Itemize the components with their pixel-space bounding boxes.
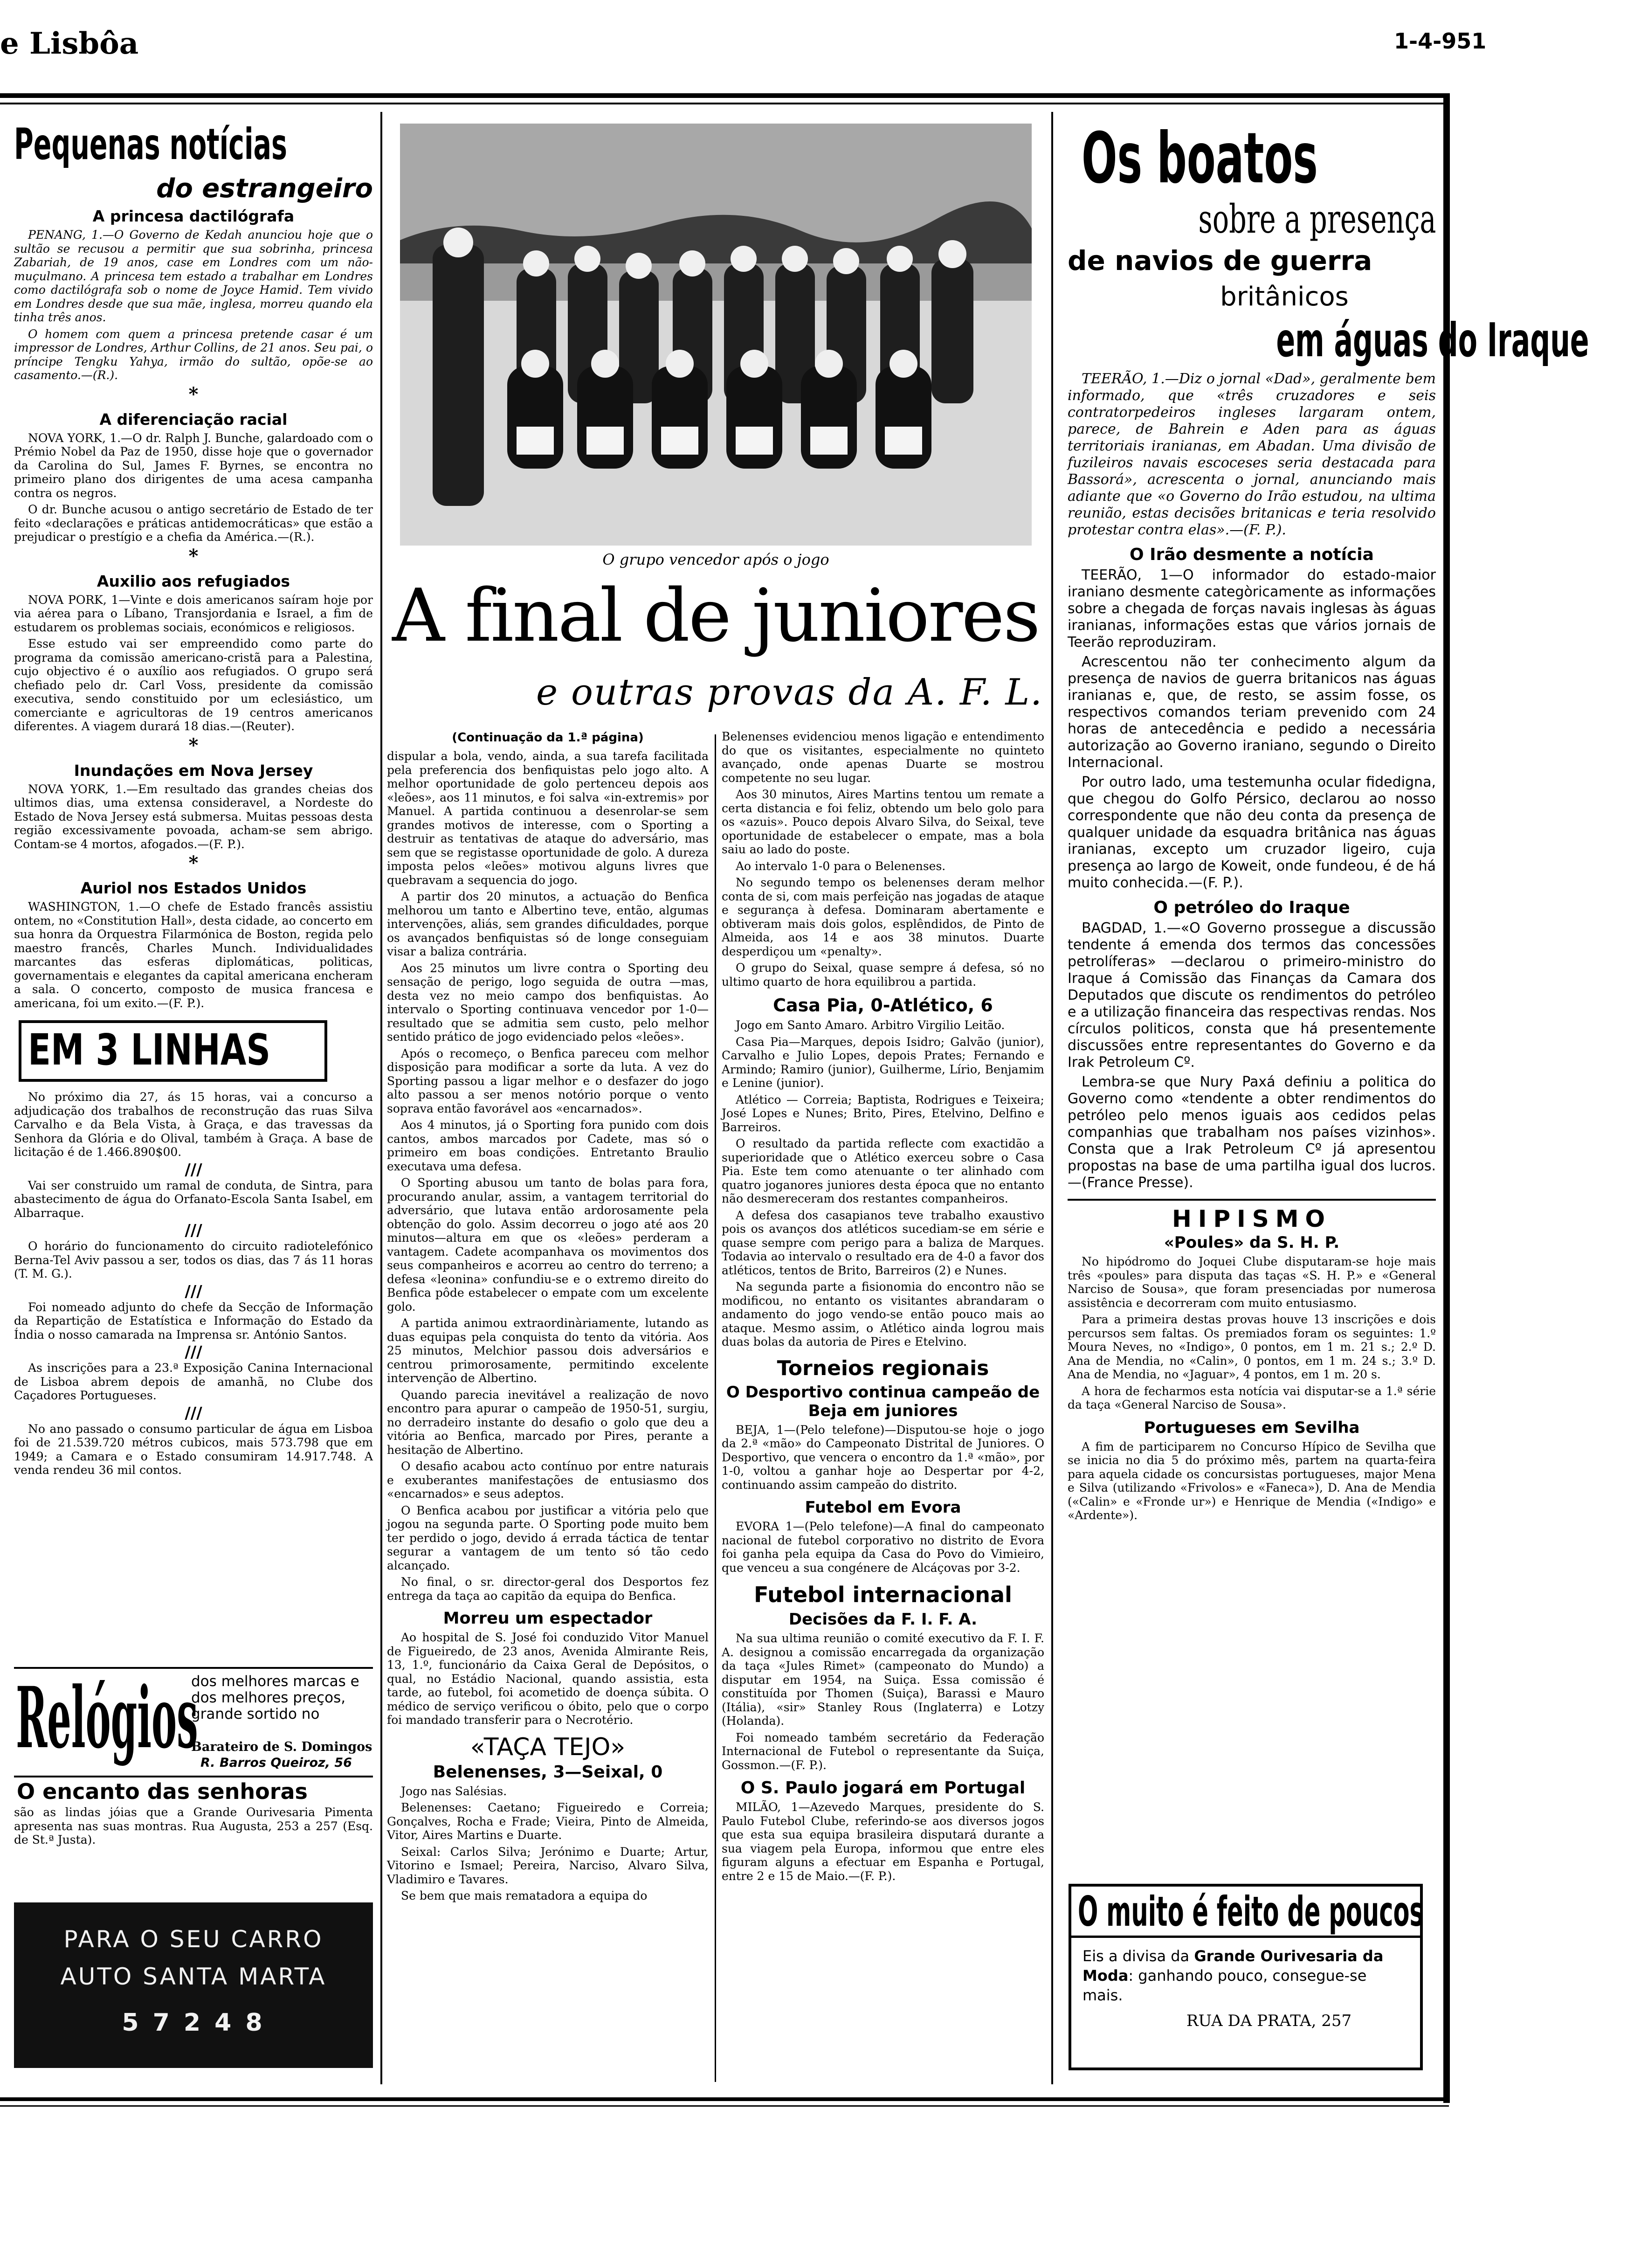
match-para: O Sporting abusou um tanto de bolas para fora, procurando anular, assim, a vantagem territorial do adversário, que lutava então ardorosamente pela obtenção do golo. Assim decorreu o jogo até aos 20 minutos—altura em que os «leões» perderam a vantagem. Cadete acompanhava os movimentos dos seus companheiros e acorreu ao centro do terreno; a defesa «leonina» confundiu-se e o extremo direito do Benfica pôde estabelecer o empate com um excelente golo.: [387, 1176, 709, 1314]
spaulo-title: O S. Paulo jogará em Portugal: [740, 1778, 1026, 1798]
item-title-inundacoes: Inundações em Nova Jersey: [74, 761, 313, 780]
boatos-lead: TEERÃO, 1.—Diz o jornal «Dad», geralmente bem informado, que «três cruzadores e seis contratorpedeiros ingleses largaram ontem, parece, de Bahrein e Aden para as águas territoriais iranianas, em Abadan. Uma divisão de fuzileiros navais escoceses seria destacada para Bassorá», acrescenta o jornal, anunciando mais adiante que «o Governo do Irão estudou, na ultima reunião, estas decisões britanicas e teria resolvido protestar contra elas».—(F. P.).: [1068, 371, 1436, 538]
evora-text: EVORA 1—(Pelo telefone)—A final do campeonato nacional de futebol corporativo no distrito de Evora foi ganha pela equipa da Casa do Povo do Vimieiro, que venceu a sua congénere de Alcáçovas por 3-2.: [722, 1520, 1044, 1575]
belenenses-para: Aos 30 minutos, Aires Martins tentou um remate a certa distancia e foi feliz, obtendo um belo golo para os «azuis». Pouco depois Alvaro Silva, do Seixal, teve oportunidade de estabelecer o empate, mas a bola saiu ao lado do poste.: [722, 788, 1044, 856]
separator-star: *: [188, 383, 199, 405]
main-subtitle: e outras provas da A. F. L.: [536, 671, 1043, 713]
item-para: O homem com quem a princesa pretende casar é um impressor de Londres, Arthur Collins, de 21 anos. Seu pai, o príncipe Tengku Yahya, irmão do sultão, opõe-se ao casamento.—(R.).: [14, 327, 373, 382]
boatos-title: Os boatos: [1082, 118, 1318, 199]
intl-title: Futebol internacional: [754, 1582, 1012, 1607]
item-para: O dr. Bunche acusou o antigo secretário de Estado de ter feito «declarações e práticas antidemocráticas» que estão a prejudicar o prestígio e a chefia da América.—(R.).: [14, 503, 373, 544]
sevilha-text: A fim de participarem no Concurso Hípico de Sevilha que se inicia no dia 5 do próximo mês, partem na quarta-feira para aquela cidade os concursistas portugueses, major Mena e Silva (utilizando «Frivolos» e «Faneca»), D. Ana de Mendia («Calin» e «Fronde ur») e Henrique de Mendia («Indigo» e «Ardente»).: [1068, 1439, 1436, 1522]
top-rule: [0, 93, 1449, 98]
boatos-t5-wrap: [1068, 313, 1589, 367]
casapia-para: Na segunda parte a fisionomia do encontro não se modificou, no entanto os visitantes abrandaram o andamento do jogo vendo-se então pouco mais ao ataque. Mesmo assim, o Atlético ainda logrou mais duas bolas da autoria de Pires e Etelvino.: [722, 1280, 1044, 1348]
pequenas-heading: [14, 121, 373, 173]
bottom-rule: [0, 2097, 1449, 2101]
irao-para: TEERÃO, 1—O informador do estado-maior iraniano desmente categòricamente as informações sobre a chegada de forças navais inglesas às águas iranianas, informações estas que vários jornais de Teerão reproduziram.: [1068, 567, 1436, 650]
morreu-title: Morreu um espectador: [443, 1609, 653, 1628]
hipismo-sub: «Poules» da S. H. P.: [1164, 1233, 1340, 1252]
sevilha-title: Portugueses em Sevilha: [1144, 1418, 1360, 1437]
em3-para: No próximo dia 27, ás 15 horas, vai a concurso a adjudicação dos trabalhos de reconstrução das ruas Silva Carvalho e da Bela Vista, à Graça, e das travessas da Senhora da Glória e do Olival, também à Graça. A base de licitação é de 1.466.890$00.: [14, 1090, 373, 1159]
boatos-t1-wrap: [1068, 119, 1436, 198]
taca-line: Se bem que mais rematadora a equipa do: [401, 1889, 648, 1902]
match-para: dispular a bola, vendo, ainda, a sua tarefa facilitada pela preferencia dos benfiquistas pelo jogo alto. A melhor oportunidade de golo pertenceu depois aos «leões», aos 11 minutos, e foi salva «in-extremis» por Manuel. A partida continuou a desenrolar-se sem grandes motivos de interesse, com o Sporting a destruir as tentativas de ataque do adversário, mas sem que se registasse oportunidade de golo. A dureza imposta pelos «leões» motivou alguns livres que quebravam a sequencia do jogo.: [387, 749, 709, 887]
em3linhas-heading-box: [19, 1020, 327, 1082]
ad-relogios-word-text: Relógios: [16, 1669, 198, 1767]
center-column-a: [387, 730, 709, 2091]
team-photo: [400, 124, 1032, 546]
main-headline: [380, 571, 1051, 664]
boatos-sub2: de navios de guerra: [1068, 245, 1372, 277]
boatos-t2-wrap: [1068, 198, 1436, 240]
casapia-para: A defesa dos casapianos teve trabalho exaustivo pois os avanços dos atléticos sucediam-se em série e quase sempre com perigo para a baliza de Marques. Todavia ao intervalo o resultado era de 4-0 a favor dos atléticos, tentos de Brito, Barreiros (2) e Nunes.: [722, 1208, 1044, 1277]
taca-title: «TAÇA TEJO»: [470, 1733, 626, 1761]
irao-title: O Irão desmente a notícia: [1130, 545, 1374, 564]
masthead: [0, 0, 1641, 107]
ad-relogios-addr: R. Barros Queiroz, 56: [200, 1756, 352, 1770]
separator-star: *: [188, 545, 199, 567]
ad-encanto: [14, 1776, 373, 1902]
em3-para: No ano passado o consumo particular de água em Lisboa foi de 21.539.720 métros cubicos, mais 573.798 que em 1949; a Camara e o Estado consumiram 14.917.748. A venda rendeu 36 mil contos.: [14, 1422, 373, 1477]
item-title-auriol: Auriol nos Estados Unidos: [80, 879, 307, 897]
boatos-sub3: britânicos: [1220, 282, 1349, 312]
item-title-princesa: A princesa dactilógrafa: [92, 207, 295, 225]
ad-ourivesaria-addr: RUA DA PRATA, 257: [1186, 2012, 1352, 2030]
ad-encanto-text: são as lindas jóias que a Grande Ourivesaria Pimenta apresenta nas suas montras. Rua Augusta, 253 a 257 (Esq. de St.ª Justa).: [14, 1805, 373, 1846]
petroleo-title: O petróleo do Iraque: [1153, 898, 1350, 917]
intl-para: Na sua ultima reunião o comité executivo da F. I. F. A. designou a comissão encarregada da organização da taça «Jules Rimet» (campeonato do Mundo) a disputar em 1954, na Suiça. Essa comissão é constituída por Thomen (Suiça), Barassi e Mauro (Itália), «sir» Stanley Rous (Inglaterra) e Lotzy (Holanda).: [722, 1632, 1044, 1728]
casapia-para: Jogo em Santo Amaro. Arbitro Virgilio Leitão.: [736, 1018, 1005, 1032]
ad-ourivesaria-title: O muito é feito de poucos: [1078, 1888, 1424, 1936]
match-para: Quando parecia inevitável a realização de novo encontro para apurar o campeão de 1950-51, surgiu, no derradeiro instante do desafio o golo que deu a vitória ao Benfica, marcado por Pires, perante a hesitação de Albertino.: [387, 1388, 709, 1457]
em3-para: O horário do funcionamento do circuito radiotelefónico Berna-Tel Aviv passou a ser, todos os dias, das 7 ás 11 horas (T. M. G.).: [14, 1239, 373, 1280]
petroleo-para: BAGDAD, 1.—«O Governo prossegue a discussão tendente á emenda dos termos das concessões petrolíferas» —declarou o primeiro-ministro do Iraque á Comissão das Finanças da Camara dos Deputados que discute os rendimentos do petróleo e a utilização financeira das respectivas rendas. Nos círculos politicos, consta que há presentemente discussões entre representantes do Governo e da Irak Petroleum Cº.: [1068, 920, 1436, 1071]
ad-relogios-shop: Barateiro de S. Domingos: [191, 1740, 372, 1754]
petroleo-para: Lembra-se que Nury Paxá definiu a politica do Governo como «tendente a obter rendimentos do petróleo pelo menos iguais aos cedidos pelas companhias que trabalham nos países vizinhos». Consta que a Irak Petroleum Cº já apresentou propostas na base de uma partilha igual dos lucros.—(France Presse).: [1068, 1074, 1436, 1191]
team-photo-svg: [400, 124, 1032, 546]
boatos-sub1: sobre a presença: [1198, 196, 1436, 242]
separator-slashes: ///: [185, 1404, 202, 1423]
intl-sub: Decisões da F. I. F. A.: [788, 1610, 978, 1629]
ad-relogios-word: [16, 1669, 198, 1770]
em3linhas-heading: EM 3 LINHAS: [28, 1025, 271, 1075]
hipismo-para: Para a primeira destas provas houve 13 inscrições e dois percursos sem faltas. Os premiados foram os seguintes: 1.º Moura Neves, no «Indigo», 0 pontos, em 1 m. 21 s.; 2.º D. Ana de Mendia, no «Calin», 0 pontos, em 1 m. 24 s.; 3.º D. Ana de Mendia, no «Jaguar», 4 pontos, em 1 m. 20 s.: [1068, 1313, 1436, 1381]
right-border: [1443, 93, 1450, 2103]
match-para: A partida animou extraordinàriamente, lutando as duas equipas pela conquista do tento da vitória. Aos 25 minutos, Melchior passou dois adversários e centrou primorosamente, permitindo excelente intervenção de Albertino.: [387, 1316, 709, 1385]
match-para: Aos 4 minutos, já o Sporting fora punido com dois cantos, ambos marcados por Cadete, mas só o primeiro em boas condições. Entretanto Braulio executava uma defesa.: [387, 1118, 709, 1173]
ad-encanto-title: O encanto das senhoras: [17, 1779, 308, 1804]
continuacao-label: (Continuação da 1.ª página): [452, 731, 644, 745]
masthead-date: 1-4-951: [1394, 28, 1487, 54]
separator-star: *: [188, 734, 199, 756]
evora-title: Futebol em Evora: [805, 1498, 961, 1517]
torneios-para: BEJA, 1—(Pelo telefone)—Disputou-se hoje o jogo da 2.ª «mão» do Campeonato Distrital de Juniores. O Desportivo, que vencera o encontro da 1.ª «mão», por 1-0, voltou a ganhar hoje ao Despertar por 4-2, continuando assim campeão do distrito.: [722, 1423, 1044, 1492]
belenenses-para: No segundo tempo os belenenses deram melhor conta de si, com mais perfeição nas jogadas de ataque e segurança à defesa. Dominaram abertamente e obtiveram mais dois golos, esplêndidos, de Pinto de Almeida, aos 14 e aos 38 minutos. Duarte desperdiçou um «penalty».: [722, 876, 1044, 958]
boatos-sub4: em águas do Iraque: [1276, 313, 1589, 367]
photo-caption: O grupo vencedor após o jogo: [602, 551, 829, 568]
hipismo-para: A hora de fecharmos esta notícia vai disputar-se a 1.ª série da taça «General Narciso de Sousa».: [1068, 1384, 1436, 1411]
ad-text-1: Eis a divisa da: [1083, 1947, 1194, 1965]
belenenses-para: Ao intervalo 1-0 para o Belenenses.: [736, 859, 946, 873]
masthead-title: e Lisbôa: [0, 26, 139, 61]
match-para: A partir dos 20 minutos, a actuação do Benfica melhorou um tanto e Albertino teve, então, algumas intervenções, aliás, sem grandes dificuldades, porque os avançados benfiquistas só de longe conseguiam visar a baliza contrária.: [387, 890, 709, 958]
separator-star: *: [188, 852, 199, 874]
morreu-text: Ao hospital de S. José foi conduzido Vitor Manuel de Figueiredo, de 23 anos, Avenida Almirante Reis, 13, 1.º, funcionário da Caixa Geral de Depósitos, o qual, no Estádio Nacional, quando assistia, esta tarde, ao futebol, foi acometido de doença súbita. O médico de serviço verificou o óbito, pelo que o corpo foi mandado transferir para o Necrotério.: [387, 1631, 709, 1727]
match-para: Após o recomeço, o Benfica pareceu com melhor disposição para modificar a sorte da luta. A vez do Sporting passou a ligar melhor e o desfazer do jogo alto passou a ser menos notório porque o vento soprava então favorável aos «encarnados».: [387, 1046, 709, 1115]
item-para: PENANG, 1.—O Governo de Kedah anunciou hoje que o sultão se recusou a permitir que sua sobrinha, princesa Zabariah, de 19 anos, case em Londres com um não-muçulmano. A princesa tem estado a trabalhar em Londres como dactilógrafa sob o nome de Joyce Hamid. Tem vivido em Londres desde que sua mãe, inglesa, morreu quando ela tinha três anos.: [14, 228, 373, 324]
item-title-refugiados: Auxilio aos refugiados: [97, 572, 290, 590]
right-column: [1068, 118, 1589, 2077]
ad-ourivesaria-header: [1071, 1887, 1424, 1938]
col-sep-2: [1051, 112, 1053, 2084]
ad-relogios: [14, 1667, 373, 1772]
item-para: NOVA YORK, 1.—O dr. Ralph J. Bunche, galardoado com o Prémio Nobel da Paz de 1950, disse hoje que o governador da Carolina do Sul, James F. Byrnes, se encontra no primeiro plano dos dirigentes de uma acesa campanha contra os negros.: [14, 431, 373, 500]
col-sep-3: [715, 734, 716, 2082]
pequenas-subheading: do estrangeiro: [156, 173, 373, 204]
col-sep-1: [380, 112, 382, 2084]
ad-carro-l1: PARA O SEU CARRO: [63, 1926, 324, 1953]
center-column-b: [722, 730, 1044, 2091]
ad-ourivesaria-text: [1071, 1938, 1420, 2005]
main-headline-text: A final de juniores: [392, 573, 1039, 658]
separator-slashes: ///: [185, 1343, 202, 1362]
ad-relogios-lines: dos melhores marcas e dos melhores preços, grande sortido no: [191, 1673, 359, 1722]
ad-text-bold: Grande Ourivesaria da Moda: [1083, 1947, 1384, 1984]
bottom-rule-thin: [0, 2105, 1449, 2107]
irao-para: Por outro lado, uma testemunha ocular fidedigna, que chegou do Golfo Pérsico, declarou ao nosso correspondente que não deu conta da presença de qualquer unidade da esquadra britânica nas águas iranianas, excepto um cruzador ligeiro, cuja presença ao largo de Koweit, onde fundeou, é de há muito conhecida.—(F. P.).: [1068, 774, 1436, 891]
casapia-para: Casa Pia—Marques, depois Isidro; Galvão (junior), Carvalho e Julio Lopes, depois Prates; Fernando e Armindo; Ramiro (junior), Guilherme, Lírio, Benjamim e Lenine (junior).: [722, 1035, 1044, 1090]
ad-carro-l3: 5 7 2 4 8: [122, 2009, 265, 2037]
ad-carro-l2: AUTO SANTA MARTA: [60, 1963, 327, 1990]
separator-slashes: ///: [185, 1282, 202, 1301]
item-para: Esse estudo vai ser empreendido como parte do programa da comissão americano-cristã para a Palestina, cujo objectivo é o auxílio aos refugiados. O grupo será chefiado pelo dr. Carl Voss, presidente da comissão executiva, sendo constituido por um eclesiástico, um comerciante e agricultoras de 19 centros americanos diferentes. A viagem durará 18 dias.—(Reuter).: [14, 637, 373, 733]
match-para: Aos 25 minutos um livre contra o Sporting deu sensação de perigo, logo seguida de outra —mas, desta vez no meio campo dos benfiquistas. Ao intervalo o Sporting continuava vencedor por 1-0—resultado que se admitia sem custo, pelo melhor sentido prático de jogo evidenciado pelos «leões».: [387, 961, 709, 1044]
item-para: WASHINGTON, 1.—O chefe de Estado francês assistiu ontem, no «Constitution Hall», desta cidade, ao concerto em sua honra da Orquestra Filarmónica de Boston, regida pelo maestro francês, Charles Munch. Individualidades marcantes das esferas diplomáticas, politicas, governamentais e elegantes da capital americana encheram a sala. O concerto, composto de musica francesa e americana, foi um exito.—(F. P.).: [14, 900, 373, 1010]
intl-para: Foi nomeado também secretário da Federação Internacional de Futebol o representante da Suiça, Gossmon.—(F. P.).: [722, 1730, 1044, 1772]
item-para: NOVA YORK, 1.—Em resultado das grandes cheias dos ultimos dias, uma extensa consideravel, a Nordeste do Estado de Nova Jersey está submersa. Muitas pessoas desta região excessivamente povoada, acham-se sem abrigo. Contam-se 4 mortos, afogados.—(F. P.).: [14, 782, 373, 851]
separator-slashes: ///: [185, 1221, 202, 1240]
match-para: O Benfica acabou por justificar a vitória pelo que jogou na segunda parte. O Sporting pode muito bem ter perdido o jogo, devido á errada táctica de tentar segurar a vantagem de um tento só tão cedo alcançado.: [387, 1503, 709, 1572]
match-para: No final, o sr. director-geral dos Desportos fez entrega da taça ao capitão da equipa do Benfica.: [387, 1575, 709, 1603]
match-para: O desafio acabou acto contínuo por entre naturais e exuberantes manifestações de entusiasmo dos «encarnados» e seus adeptos.: [387, 1459, 709, 1500]
torneios-sub: O Desportivo continua campeão de Beja em juniores: [726, 1383, 1040, 1420]
pequenas-title: Pequenas notícias: [14, 119, 287, 169]
taca-line: Jogo nas Salésias.: [401, 1784, 507, 1798]
belenenses-para: O grupo do Seixal, quase sempre á defesa, só no ultimo quarto de hora equilibrou a partida.: [722, 961, 1044, 989]
belenenses-para: Belenenses evidenciou menos ligação e entendimento do que os visitantes, especialmente no quinteto avançado, onde apenas Duarte se mostrou competente no seu lugar.: [722, 730, 1044, 785]
separator-slashes: ///: [185, 1160, 202, 1179]
spaulo-text: MILÃO, 1—Azevedo Marques, presidente do S. Paulo Futebol Clube, referindo-se aos diversos jogos que esta sua equipa brasileira disputará durante a sua viagem pela Europa, informou que entre eles figuram alguns a efectuar em Espanha e Portugal, entre 2 e 15 de Maio.—(F. P.).: [722, 1800, 1044, 1883]
taca-line: Belenenses: Caetano; Figueiredo e Correia; Gonçalves, Rocha e Frade; Vieira, Pinto de Almeida, Vitor, Aires Martins e Duarte.: [387, 1801, 709, 1842]
hipismo-title: HIPISMO: [1172, 1205, 1331, 1232]
item-para: NOVA PORK, 1—Vinte e dois americanos saíram hoje por via aérea para o Líbano, Transjordania e Israel, a fim de estudarem os problemas sociais, económicos e religiosos.: [14, 593, 373, 634]
ad-ourivesaria: [1069, 1884, 1423, 2070]
irao-para: Acrescentou não ter conhecimento algum da presença de navios de guerra britanicos nas águas iranianas e, que, de resto, se assim fosse, os respectivos comandos teriam prevenido com 24 horas de antecedência e pedido a necessária autorização ao Governo iraniano, segundo o Direito Internacional.: [1068, 654, 1436, 771]
em3-para: Foi nomeado adjunto do chefe da Secção de Informação da Repartição de Estatística e Informação do Estado da Índia o nosso camarada na Imprensa sr. António Santos.: [14, 1300, 373, 1341]
item-title-racial: A diferenciação racial: [99, 410, 288, 429]
em3-para: As inscrições para a 23.ª Exposição Canina Internacional de Lisboa abrem depois de amanhã, no Clube dos Caçadores Portugueses.: [14, 1361, 373, 1402]
taca-score: Belenenses, 3—Seixal, 0: [433, 1762, 663, 1782]
torneios-title: Torneios regionais: [777, 1356, 989, 1380]
top-rule-thin: [0, 103, 1449, 104]
ad-text-2: : ganhando pouco, consegue-se mais.: [1083, 1967, 1367, 2004]
em3-para: Vai ser construido um ramal de conduta, de Sintra, para abastecimento de água do Orfanato-Escola Santa Isabel, em Albarraque.: [14, 1178, 373, 1220]
ad-carro: [14, 1902, 373, 2068]
taca-line: Seixal: Carlos Silva; Jerónimo e Duarte; Artur, Vitorino e Ismael; Pereira, Narciso, Alvaro Silva, Vladimiro e Tavares.: [387, 1845, 709, 1886]
casapia-para: O resultado da partida reflecte com exactidão a superioridade que o Atlético exerceu sobre o Casa Pia. Este tem como atenuante o ter alinhado com quatro joganores juniores desta época que no entanto não desmereceram dos restantes companheiros.: [722, 1137, 1044, 1205]
casapia-title: Casa Pia, 0-Atlético, 6: [773, 995, 993, 1016]
casapia-para: Atlético — Correia; Baptista, Rodrigues e Teixeira; José Lopes e Nunes; Brito, Pires, Etelvino, Delfino e Barreiros.: [722, 1093, 1044, 1134]
hipismo-para: No hipódromo do Joquei Clube disputaram-se hoje mais três «poules» para disputa das taças «S. H. P.» e «General Narciso de Sousa», que foram presenciadas por numerosa assistência e decorreram com muito entusiasmo.: [1068, 1255, 1436, 1310]
